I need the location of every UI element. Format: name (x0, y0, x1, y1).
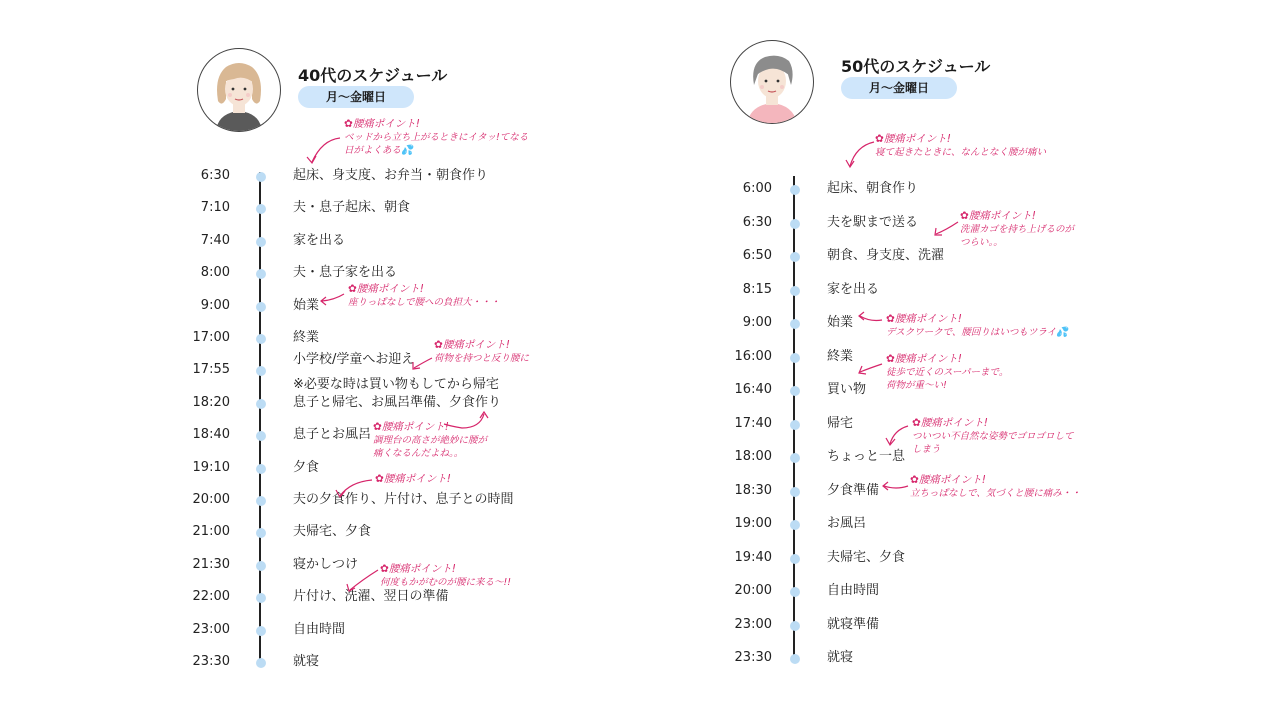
time-label: 20:00 (192, 492, 230, 507)
back-pain-note: ✿腰痛ポイント! ついつい不自然な姿勢でゴロゴロして しまう (912, 417, 1074, 455)
time-label: 18:20 (192, 394, 230, 410)
time-label: 8:00 (200, 265, 230, 281)
activity-text: 起床、身支度、お弁当・朝食作り (293, 168, 489, 183)
time-label: 9:00 (742, 315, 772, 330)
timeline-dot (790, 654, 800, 664)
flower-icon: ✿ (886, 353, 895, 365)
timeline-dot (256, 496, 266, 506)
back-pain-note: ✿腰痛ポイント! (375, 473, 452, 485)
time-label: 21:00 (192, 524, 230, 540)
back-pain-note: ✿腰痛ポイント! 立ちっぱなしで、気づくと腰に痛み・・ (910, 474, 1081, 499)
timeline-dot (256, 593, 266, 603)
schedule-panel-50s (640, 0, 1280, 720)
activity-text: 就寝 (827, 650, 854, 665)
time-label: 6:50 (742, 248, 772, 263)
activity-text: 自由時間 (827, 583, 880, 598)
flower-icon: ✿ (434, 339, 443, 351)
timeline-dot (790, 219, 800, 229)
time-label: 16:40 (734, 382, 772, 397)
woman-avatar-50s-icon (730, 40, 814, 124)
back-pain-note: ✿腰痛ポイント! 寝て起きたときに、なんとなく腰が痛い (875, 133, 1047, 158)
time-label: 19:10 (192, 459, 230, 475)
time-label: 6:00 (742, 181, 772, 196)
activity-text: ちょっと一息 (827, 449, 906, 464)
activity-text: 始業 (827, 315, 854, 330)
activity-text: 自由時間 (293, 621, 346, 637)
back-pain-note: ✿腰痛ポイント! 洗濯カゴを持ち上げるのが つらい。。 (960, 210, 1075, 248)
activity-text: 帰宅 (827, 415, 854, 431)
activity-text: 夫・息子家を出る (293, 265, 398, 281)
flower-icon: ✿ (960, 210, 969, 222)
activity-text: 寝かしつけ (293, 556, 359, 572)
time-label: 21:30 (192, 556, 230, 572)
time-label: 23:30 (192, 654, 230, 669)
timeline-dot (256, 464, 266, 474)
back-pain-note: ✿腰痛ポイント! 調理台の高さが絶妙に腰が 痛くなるんだよね。。 (373, 421, 488, 459)
activity-text: 就寝 (293, 654, 320, 669)
activity-subtext: ※必要な時は買い物もしてから帰宅 (293, 377, 499, 393)
timeline-dot (790, 554, 800, 564)
timeline-dot (256, 431, 266, 441)
timeline-dot (256, 334, 266, 344)
timeline-dot (256, 366, 266, 376)
time-label: 23:00 (192, 621, 230, 637)
timeline-dot (790, 420, 800, 430)
panel-title: 50代のスケジュール (841, 57, 991, 76)
time-label: 19:00 (734, 516, 772, 531)
activity-text: 終業 (293, 330, 320, 345)
timeline-dot (256, 626, 266, 636)
timeline-dot (256, 399, 266, 409)
activity-text: 小学校/学童へお迎え (293, 352, 415, 368)
activity-text: 夫の夕食作り、片付け、息子との時間 (293, 492, 514, 507)
activity-text: 息子と帰宅、お風呂準備、夕食作り (293, 394, 502, 410)
flower-icon: ✿ (348, 283, 357, 295)
woman-avatar-40s-icon (197, 48, 281, 132)
time-label: 17:00 (192, 330, 230, 345)
timeline-dot (790, 319, 800, 329)
flower-icon: ✿ (375, 473, 384, 485)
weekday-badge: 月〜金曜日 (841, 77, 957, 99)
activity-text: 終業 (827, 348, 854, 364)
time-label: 19:40 (734, 549, 772, 565)
time-label: 17:40 (734, 415, 772, 431)
time-label: 18:40 (192, 427, 230, 443)
time-label: 8:15 (742, 281, 772, 297)
timeline-dot (790, 520, 800, 530)
activity-text: 夫帰宅、夕食 (293, 524, 372, 540)
activity-text: 夫帰宅、夕食 (827, 549, 906, 565)
back-pain-note: ✿腰痛ポイント! 座りっぱなしで腰への負担大・・・ (348, 283, 501, 308)
time-label: 6:30 (200, 168, 230, 183)
back-pain-note: ✿腰痛ポイント! 何度もかがむのが腰に来る〜!! (380, 563, 512, 588)
flower-icon: ✿ (912, 417, 921, 429)
time-label: 7:40 (200, 232, 230, 248)
activity-text: 片付け、洗濯、翌日の準備 (293, 589, 449, 605)
flower-icon: ✿ (910, 474, 919, 486)
time-label: 22:00 (192, 589, 230, 605)
flower-icon: ✿ (875, 133, 884, 145)
flower-icon: ✿ (886, 313, 895, 325)
flower-icon: ✿ (373, 421, 382, 433)
timeline-dot (256, 528, 266, 538)
time-label: 6:30 (742, 214, 772, 230)
flower-icon: ✿ (380, 563, 389, 575)
timeline-dot (790, 353, 800, 363)
activity-text: 夫・息子起床、朝食 (293, 200, 411, 216)
activity-text: 息子とお風呂 (293, 427, 372, 443)
timeline-dot (256, 302, 266, 312)
timeline-dot (790, 621, 800, 631)
activity-text: 朝食、身支度、洗濯 (827, 248, 945, 263)
activity-text: 家を出る (827, 281, 880, 297)
activity-text: 就寝準備 (827, 616, 880, 632)
panel-title: 40代のスケジュール (298, 66, 448, 85)
time-label: 23:00 (734, 616, 772, 632)
activity-text: 夫を駅まで送る (827, 214, 919, 230)
timeline-dot (790, 587, 800, 597)
back-pain-note: ✿腰痛ポイント! デスクワークで、腰回りはいつもツライ💦 (886, 313, 1068, 338)
activity-text: 家を出る (293, 232, 346, 248)
flower-icon: ✿ (344, 118, 353, 130)
timeline-dot (256, 237, 266, 247)
time-label: 7:10 (200, 200, 230, 216)
back-pain-note: ✿腰痛ポイント! ベッドから立ち上がるときにイタッ!てなる 日がよくある💦 (344, 118, 529, 156)
time-label: 17:55 (192, 362, 230, 378)
weekday-badge: 月〜金曜日 (298, 86, 414, 108)
time-label: 9:00 (200, 297, 230, 313)
activity-text: 買い物 (827, 382, 867, 397)
timeline-dot (256, 658, 266, 668)
time-label: 20:00 (734, 583, 772, 598)
timeline-dot (790, 185, 800, 195)
activity-text: 始業 (293, 297, 320, 313)
time-label: 18:00 (734, 449, 772, 464)
timeline-dot (790, 386, 800, 396)
time-label: 16:00 (734, 348, 772, 364)
activity-text: 起床、朝食作り (827, 181, 919, 196)
back-pain-note: ✿腰痛ポイント! 徒歩で近くのスーパーまで。 荷物が重〜い! (886, 353, 1009, 391)
time-label: 18:30 (734, 482, 772, 498)
timeline-dot (256, 172, 266, 182)
timeline-dot (256, 204, 266, 214)
timeline-dot (790, 286, 800, 296)
timeline-dot (256, 561, 266, 571)
time-label: 23:30 (734, 650, 772, 665)
back-pain-note: ✿腰痛ポイント! 荷物を持つと反り腰に (434, 339, 530, 364)
timeline-dot (256, 269, 266, 279)
activity-text: 夕食 (293, 459, 320, 475)
activity-text: 夕食準備 (827, 482, 880, 498)
timeline-dot (790, 252, 800, 262)
timeline-dot (790, 487, 800, 497)
activity-text: お風呂 (827, 516, 867, 531)
timeline-dot (790, 453, 800, 463)
